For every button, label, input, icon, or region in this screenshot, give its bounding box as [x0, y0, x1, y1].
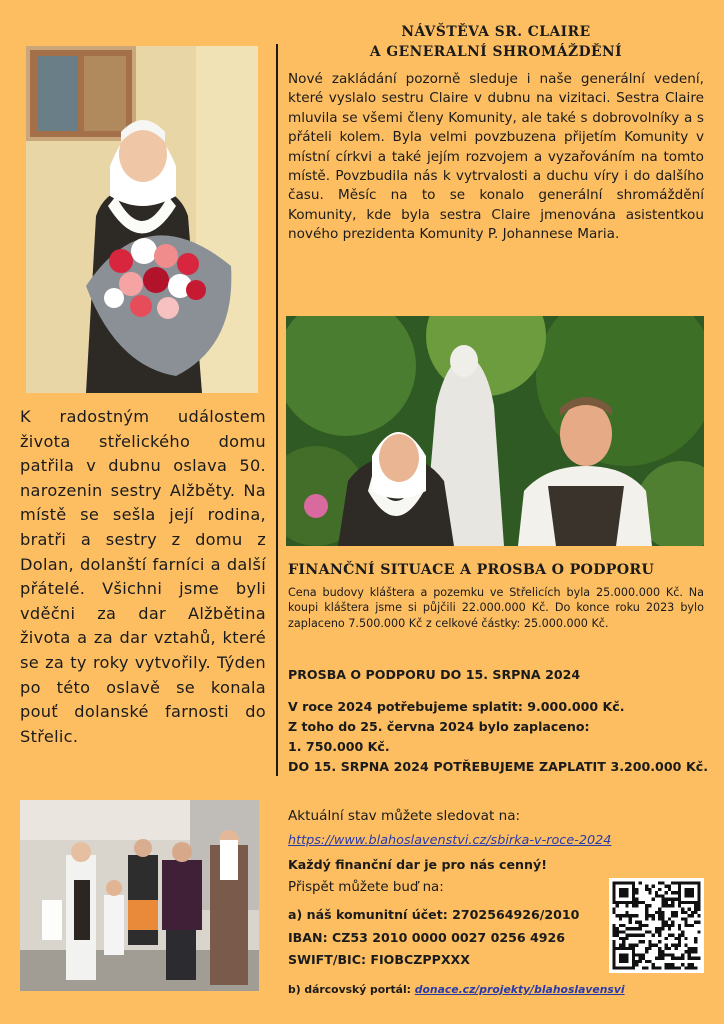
paid-amount-line: 1. 750.000 Kč.	[288, 739, 390, 754]
visit-title	[288, 22, 704, 62]
need-year-line: V roce 2024 potřebujeme splatit: 9.000.000 Kč.	[288, 699, 625, 714]
swift-code: SWIFT/BIC: FIOBCZPPXXX	[288, 952, 470, 967]
finance-title: FINANČNÍ SITUACE A PROSBA O PODPORU	[288, 562, 655, 578]
track-label: Aktuální stav můžete sledovat na:	[288, 808, 521, 824]
portal-url-link[interactable]: donace.cz/projekty/blahoslavensvi	[414, 983, 625, 996]
portal-label: b) dárcovský portál:	[288, 983, 411, 996]
iban-number: IBAN: CZ53 2010 0000 0027 0256 4926	[288, 929, 566, 945]
every-gift-text: Každý finanční dar je pro nás cenný!	[288, 857, 547, 872]
finance-paragraph: Cena budovy kláštera a pozemku ve Střelicích byla 25.000.000 Kč. Na koupi kláštera jsme si půjčili 22.000.000 Kč. Do konce roku 2023 bylo zaplaceno 7.500.000 Kč z celkové částky: 25.000.000 Kč.	[288, 586, 704, 630]
need-by-date-line: DO 15. SRPNA 2024 POTŘEBUJEME ZAPLATIT 3.200.000 Kč.	[288, 759, 708, 774]
need-year-text	[288, 697, 708, 777]
donation-portal	[288, 983, 625, 996]
photo-group-celebration	[20, 800, 259, 991]
track-url-link[interactable]: https://www.blahoslavenstvi.cz/sbirka-v-roce-2024	[288, 833, 612, 848]
photo-sister-with-bouquet	[26, 46, 258, 393]
paid-so-far-line: Z toho do 25. června 2024 bylo zaplaceno:	[288, 719, 590, 734]
visit-paragraph: Nové zakládání pozorně sleduje i naše generální vedení, které vyslalo sestru Claire v dubnu na vizitaci. Sestra Claire mluvila se všemi členy Komunity, ale také s dobrovolníky a s přáteli kolem. Byla velmi povzbuzena přijetím Komunity v místní církvi a také jejím rozvojem a vyzařováním na tomto místě. Povzbudila nás k vytrvalosti a duchu víry i do dalšího času. Měsíc na to se konalo generální shromáždění Komunity, kde byla sestra Claire jmenována asistentkou nového prezidenta Komunity P. Johannese Maria.	[288, 71, 704, 243]
column-divider	[276, 44, 278, 776]
qr-code-icon	[609, 878, 704, 973]
birthday-paragraph: K radostným událostem života střelického domu patřila v dubnu oslava 50. narozenin sestry Alžběty. Na místě se sešla její rodina, bratři a sestry z domu z Dolan, dolanští farníci a další přátelé. Všichni jsme byli vděčni za dar Alžbětina života a za dar vztahů, které se za ty roky vytvořily. Týden po této oslavě se konala pouť dolanské farnosti do Střelic.	[20, 407, 266, 746]
bank-details	[288, 904, 579, 972]
visit-title-line1: NÁVŠTĚVA SR. CLAIRE	[401, 24, 591, 40]
visit-title-line2: A GENERALNÍ SHROMÁŽDĚNÍ	[369, 44, 623, 60]
photo-sister-and-priest-statue	[286, 316, 704, 546]
account-number: a) náš komunitní účet: 2702564926/2010	[288, 907, 580, 922]
contribute-label: Přispět můžete buď na:	[288, 880, 444, 895]
appeal-heading: PROSBA O PODPORU DO 15. SRPNA 2024	[288, 667, 581, 682]
